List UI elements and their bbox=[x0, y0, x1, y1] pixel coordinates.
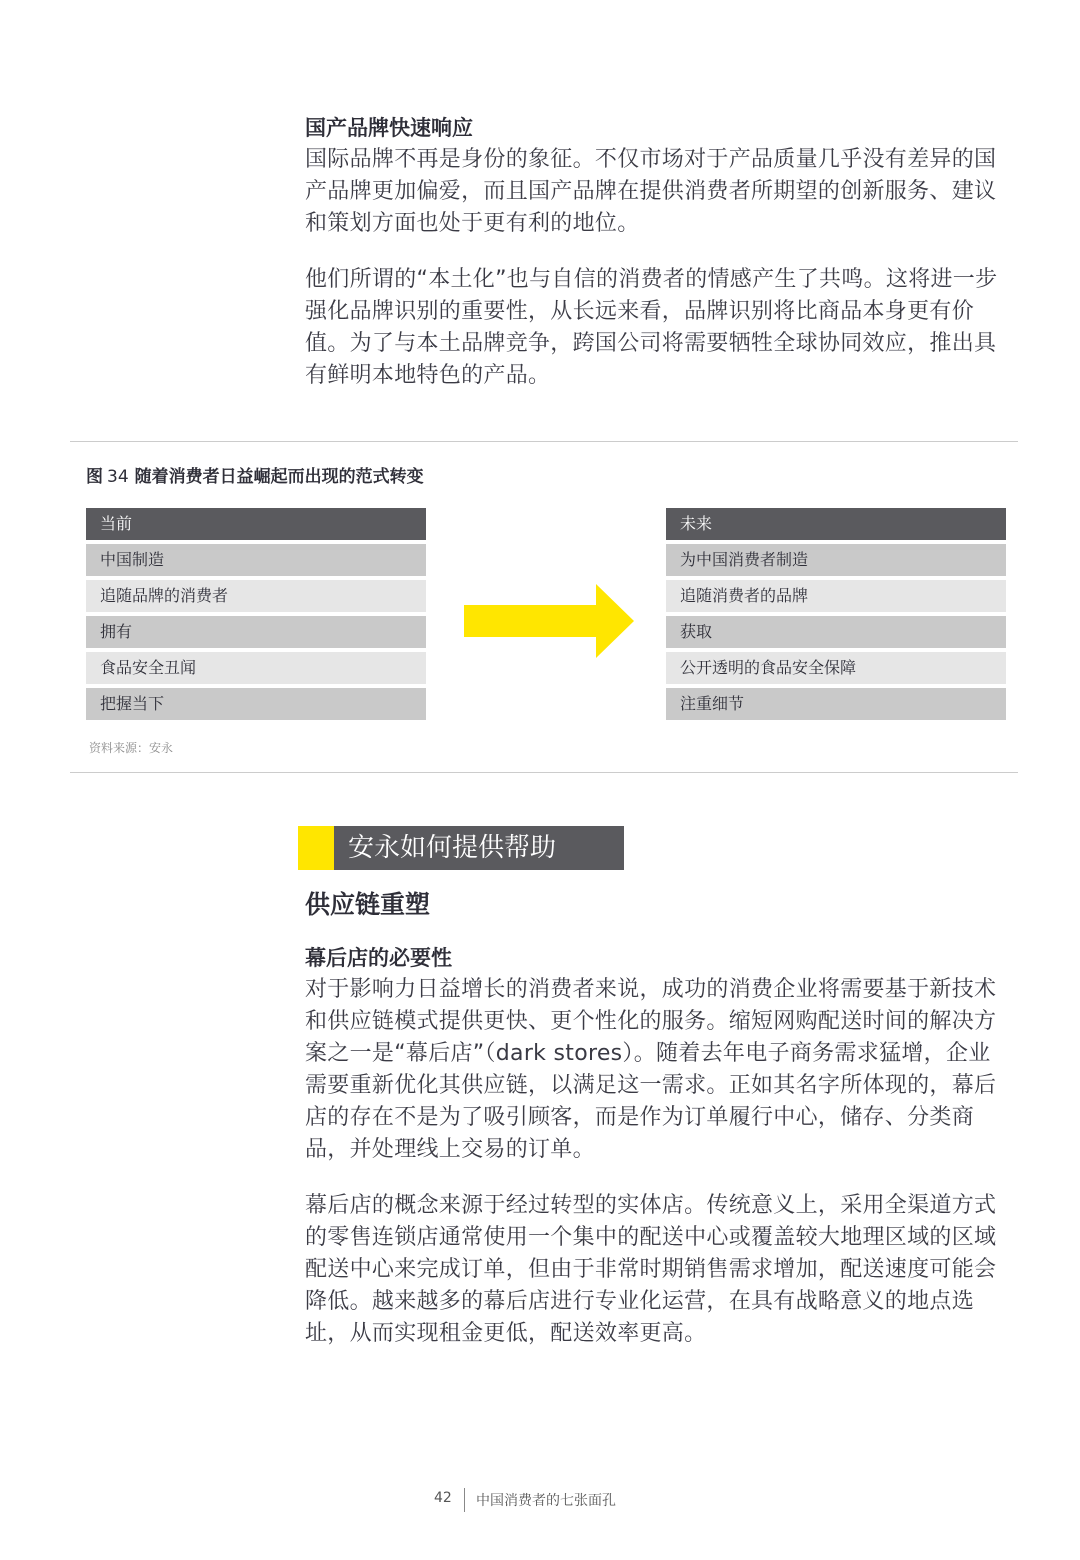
current-row: 中国制造 bbox=[86, 544, 426, 576]
footer-divider bbox=[464, 1488, 465, 1512]
paragraph-3: 对于影响力日益增长的消费者来说，成功的消费企业将需要基于新技术和供应链模式提供更快、更个性化的服务。缩短网购配送时间的解决方案之一是“幕后店”（dark stores）。随着去年电子商务需求猛增，企业需要重新优化其供应链，以满足这一需求。正如其名字所体现的，幕后店的存在不是为了吸引顾客，而是作为订单履行中心，储存、分类商品，并处理线上交易的订单。 bbox=[305, 977, 997, 1162]
current-column bbox=[86, 508, 426, 724]
future-column bbox=[666, 508, 1006, 724]
divider-top bbox=[70, 441, 1018, 442]
paragraph-1: 国际品牌不再是身份的象征。不仅市场对于产品质量几乎没有差异的国产品牌更加偏爱，而且国产品牌在提供消费者所期望的创新服务、建议和策划方面也处于更有利的地位。 bbox=[305, 147, 997, 236]
future-row: 追随消费者的品牌 bbox=[666, 580, 1006, 612]
figure-title-text: 随着消费者日益崛起而出现的范式转变 bbox=[134, 467, 424, 487]
divider-bottom bbox=[70, 772, 1018, 773]
section-title: 供应链重塑 bbox=[305, 890, 431, 919]
future-row: 为中国消费者制造 bbox=[666, 544, 1006, 576]
future-header: 未来 bbox=[666, 508, 1006, 540]
banner-accent bbox=[298, 826, 334, 870]
footer-title: 中国消费者的七张面孔 bbox=[476, 1493, 616, 1509]
current-row: 把握当下 bbox=[86, 688, 426, 720]
section-subheading: 幕后店的必要性 bbox=[305, 946, 452, 970]
page-number: 42 bbox=[434, 1490, 452, 1506]
figure-number: 34 bbox=[107, 467, 129, 487]
current-row: 食品安全丑闻 bbox=[86, 652, 426, 684]
banner-title: 安永如何提供帮助 bbox=[348, 833, 557, 863]
arrow-right-icon bbox=[464, 584, 634, 658]
figure-label: 图 bbox=[86, 467, 103, 487]
section-banner bbox=[298, 826, 624, 870]
paragraph-2: 他们所谓的“本土化”也与自信的消费者的情感产生了共鸣。这将进一步强化品牌识别的重要性，从长远来看，品牌识别将比商品本身更有价值。为了与本土品牌竞争，跨国公司将需要牺牲全球协同效应，推出具有鲜明本地特色的产品。 bbox=[305, 267, 998, 388]
section-heading: 国产品牌快速响应 bbox=[305, 116, 473, 140]
paragraph-4: 幕后店的概念来源于经过转型的实体店。传统意义上，采用全渠道方式的零售连锁店通常使用一个集中的配送中心或覆盖较大地理区域的区域配送中心来完成订单，但由于非常时期销售需求增加，配送速度可能会降低。越来越多的幕后店进行专业化运营，在具有战略意义的地点选址，从而实现租金更低，配送效率更高。 bbox=[305, 1193, 997, 1346]
figure-title bbox=[86, 462, 424, 487]
future-row: 注重细节 bbox=[666, 688, 1006, 720]
future-row: 公开透明的食品安全保障 bbox=[666, 652, 1006, 684]
current-header: 当前 bbox=[86, 508, 426, 540]
current-row: 追随品牌的消费者 bbox=[86, 580, 426, 612]
future-row: 获取 bbox=[666, 616, 1006, 648]
figure-source: 资料来源：安永 bbox=[89, 741, 174, 755]
current-row: 拥有 bbox=[86, 616, 426, 648]
